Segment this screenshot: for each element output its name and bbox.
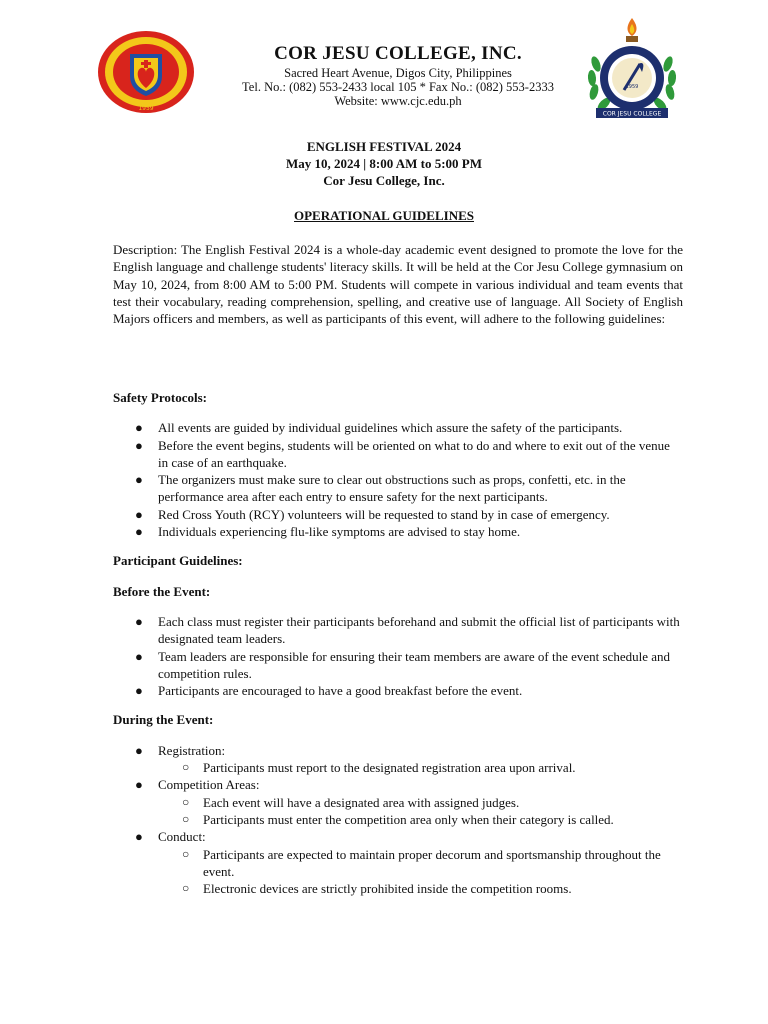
list-item-label: Conduct: [158,829,206,845]
list-item-text: All events are guided by individual guidelines which assure the safety of the participants. [158,420,623,436]
event-venue: Cor Jesu College, Inc. [323,173,445,188]
list-item-text: Before the event begins, students will be oriented on what to do and where to exit out of the venue in case of an earthquake. [158,437,670,470]
hollow-bullet-icon: ○ [182,846,190,861]
sub-list-item-text: Each event will have a designated area with assigned judges. [203,794,520,810]
list-item-text: Participants are encouraged to have a good breakfast before the event. [158,683,523,699]
sub-list-item [158,811,683,828]
list-item-text: Team leaders are responsible for ensuring their team members are aware of the event schedule and competition rules. [158,648,671,681]
hollow-bullet-icon: ○ [182,794,190,809]
list-item-text: Each class must register their participants beforehand and submit the official list of participants with designated team leaders. [158,613,680,647]
hollow-bullet-icon: ○ [182,811,190,826]
during-event-heading: During the Event: [113,712,214,728]
society-logo-ribbon: COR JESU COLLEGE [602,110,662,118]
list-item-text: Red Cross Youth (RCY) volunteers will be requested to stand by in case of emergency. [158,506,610,522]
bullet-icon: ● [135,829,143,845]
list-item-label: Registration: [158,742,226,758]
letterhead [200,42,596,108]
list-item [113,419,683,436]
list-item-label: Competition Areas: [158,777,260,793]
during-event-list [113,742,683,898]
list-item [113,506,683,523]
event-date-time: May 10, 2024 | 8:00 AM to 5:00 PM [285,156,483,171]
sub-list [158,794,683,829]
bullet-icon: ● [135,648,143,664]
list-item-text: Individuals experiencing flu-like symptoms are advised to stay home. [158,524,521,540]
list-item [113,471,683,506]
college-seal-logo [96,30,196,114]
college-name: COR JESU COLLEGE, INC. [274,43,522,64]
guidelines-body [113,389,683,897]
college-contact: Tel. No.: (082) 553-2433 local 105 * Fax No.: (082) 553-2333 [242,80,554,94]
safety-protocols-heading: Safety Protocols: [113,390,207,405]
bullet-icon: ● [135,524,143,540]
sub-list [158,759,683,776]
description-paragraph: Description: The English Festival 2024 is a whole-day academic event designed to promote the love for the English language and challenge students' literacy skills. It will be held at the Cor Jesu College gymnasium on May 10, 2024, from 8:00 AM to 5:00 PM. Students will compete in various individual and team events that test their vocabulary, reading comprehension, spelling, and creative use of language. All Society of English Majors officers and members, as well as participants of this event, will adhere to the following guidelines: [113,242,683,327]
bullet-icon: ● [135,506,143,522]
sub-list-item [158,880,683,897]
list-item [113,828,683,897]
bullet-icon: ● [135,472,143,488]
bullet-icon: ● [135,742,143,758]
list-item [113,742,683,777]
sub-list-item-text: Participants must report to the designated registration area upon arrival. [203,760,576,776]
list-item [113,523,683,540]
list-item [113,682,683,699]
list-item [113,437,683,472]
college-address: Sacred Heart Avenue, Digos City, Philippines [284,66,512,80]
sub-list-item-text: Electronic devices are strictly prohibited inside the competition rooms. [203,881,572,897]
before-event-heading: Before the Event: [113,583,211,599]
list-item [113,648,683,683]
sub-list-item [158,794,683,811]
society-of-english-majors-logo [582,14,682,122]
bullet-icon: ● [135,420,143,436]
operational-guidelines-title: OPERATIONAL GUIDELINES [294,208,474,223]
sub-list [158,846,683,898]
list-item [113,613,683,648]
sub-list-item [158,846,683,881]
sub-list-item-text: Participants are expected to maintain proper decorum and sportsmanship throughout the event. [203,846,661,879]
bullet-icon: ● [135,683,143,699]
college-website: Website: www.cjc.edu.ph [334,94,462,108]
list-item-text: The organizers must make sure to clear out obstructions such as props, confetti, etc. in the performance area after each entry to ensure safety for the next participants. [158,472,626,505]
bullet-icon: ● [135,613,143,629]
event-title: ENGLISH FESTIVAL 2024 [306,139,462,154]
list-item [113,776,683,828]
sub-list-item [158,759,683,776]
society-logo-year: 1959 [625,84,639,90]
bullet-icon: ● [135,777,143,793]
safety-list [113,419,683,540]
participant-guidelines-heading: Participant Guidelines: [113,553,243,569]
event-info [0,138,768,189]
hollow-bullet-icon: ○ [182,760,190,775]
sub-list-item-text: Participants must enter the competition area only when their category is called. [203,811,614,827]
before-event-list [113,613,683,699]
hollow-bullet-icon: ○ [182,881,190,896]
seal-year: 1959 [138,105,154,112]
bullet-icon: ● [135,437,143,453]
